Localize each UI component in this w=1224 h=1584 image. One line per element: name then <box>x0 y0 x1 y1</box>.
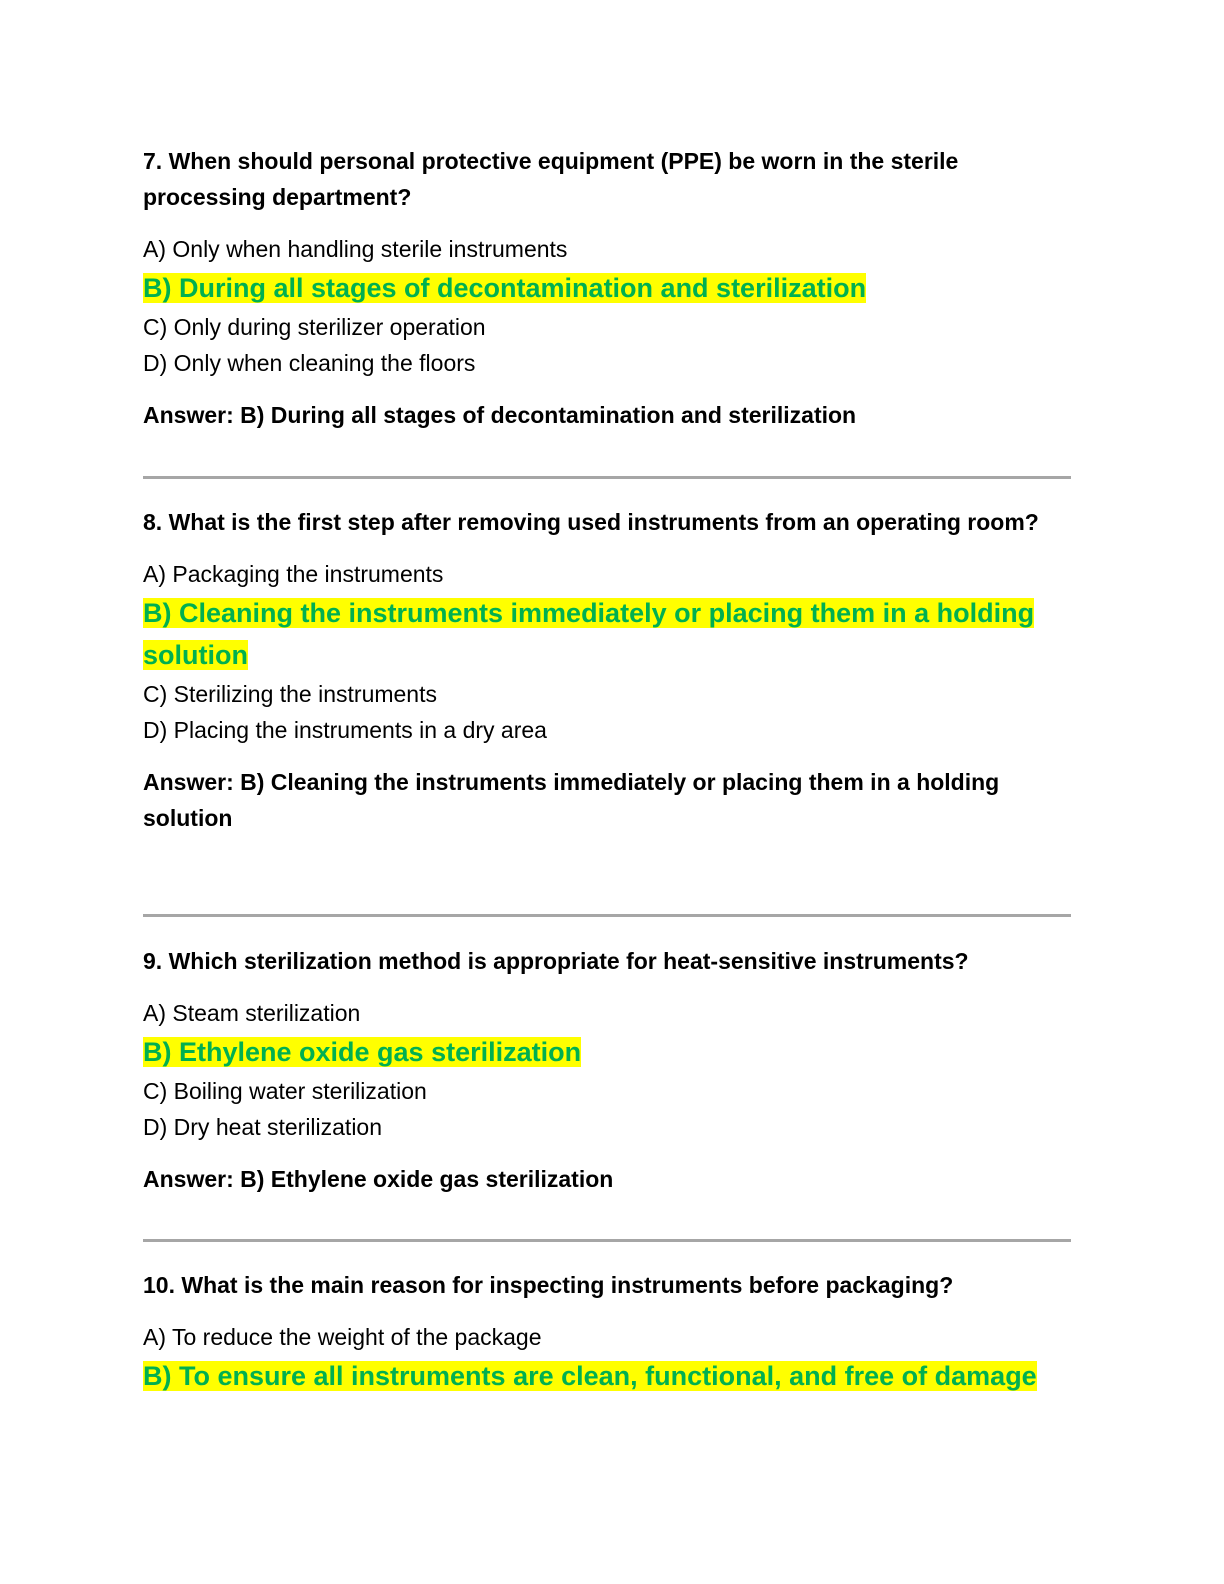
option-a: A) Only when handling sterile instruments <box>143 236 568 262</box>
divider <box>143 914 1071 917</box>
question-text: 9. Which sterilization method is appropriate for heat-sensitive instruments? <box>143 948 969 974</box>
option-b-correct <box>143 267 1073 309</box>
option-d: D) Dry heat sterilization <box>143 1114 383 1140</box>
question-text: 8. What is the first step after removing used instruments from an operating room? <box>143 509 1039 535</box>
option-c: C) Only during sterilizer operation <box>143 314 486 340</box>
option-d: D) Only when cleaning the floors <box>143 350 476 376</box>
question-block-7 <box>143 143 1073 433</box>
option-b-text: B) During all stages of decontamination and sterilization <box>143 273 867 303</box>
option-b-correct <box>143 592 1073 676</box>
option-b-text: B) Ethylene oxide gas sterilization <box>143 1037 582 1067</box>
question-block-10 <box>143 1267 1073 1397</box>
option-c: C) Boiling water sterilization <box>143 1078 427 1104</box>
question-block-8 <box>143 504 1073 836</box>
option-a: A) Packaging the instruments <box>143 561 444 587</box>
option-b-correct <box>143 1031 1073 1073</box>
answer-text: Answer: B) Ethylene oxide gas sterilization <box>143 1166 614 1192</box>
question-text: 7. When should personal protective equipment (PPE) be worn in the sterile processing department? <box>143 148 959 210</box>
option-b-text: B) Cleaning the instruments immediately or placing them in a holding solution <box>143 598 1035 670</box>
option-a: A) To reduce the weight of the package <box>143 1324 542 1350</box>
option-d: D) Placing the instruments in a dry area <box>143 717 547 743</box>
divider <box>143 476 1071 479</box>
option-b-correct <box>143 1355 1073 1397</box>
option-a: A) Steam sterilization <box>143 1000 361 1026</box>
option-b-text: B) To ensure all instruments are clean, functional, and free of damage <box>143 1361 1037 1391</box>
option-c: C) Sterilizing the instruments <box>143 681 437 707</box>
answer-text: Answer: B) Cleaning the instruments immediately or placing them in a holding solution <box>143 769 1000 831</box>
question-text: 10. What is the main reason for inspecting instruments before packaging? <box>143 1272 954 1298</box>
divider <box>143 1239 1071 1242</box>
answer-text: Answer: B) During all stages of decontamination and sterilization <box>143 402 857 428</box>
question-block-9 <box>143 943 1073 1197</box>
